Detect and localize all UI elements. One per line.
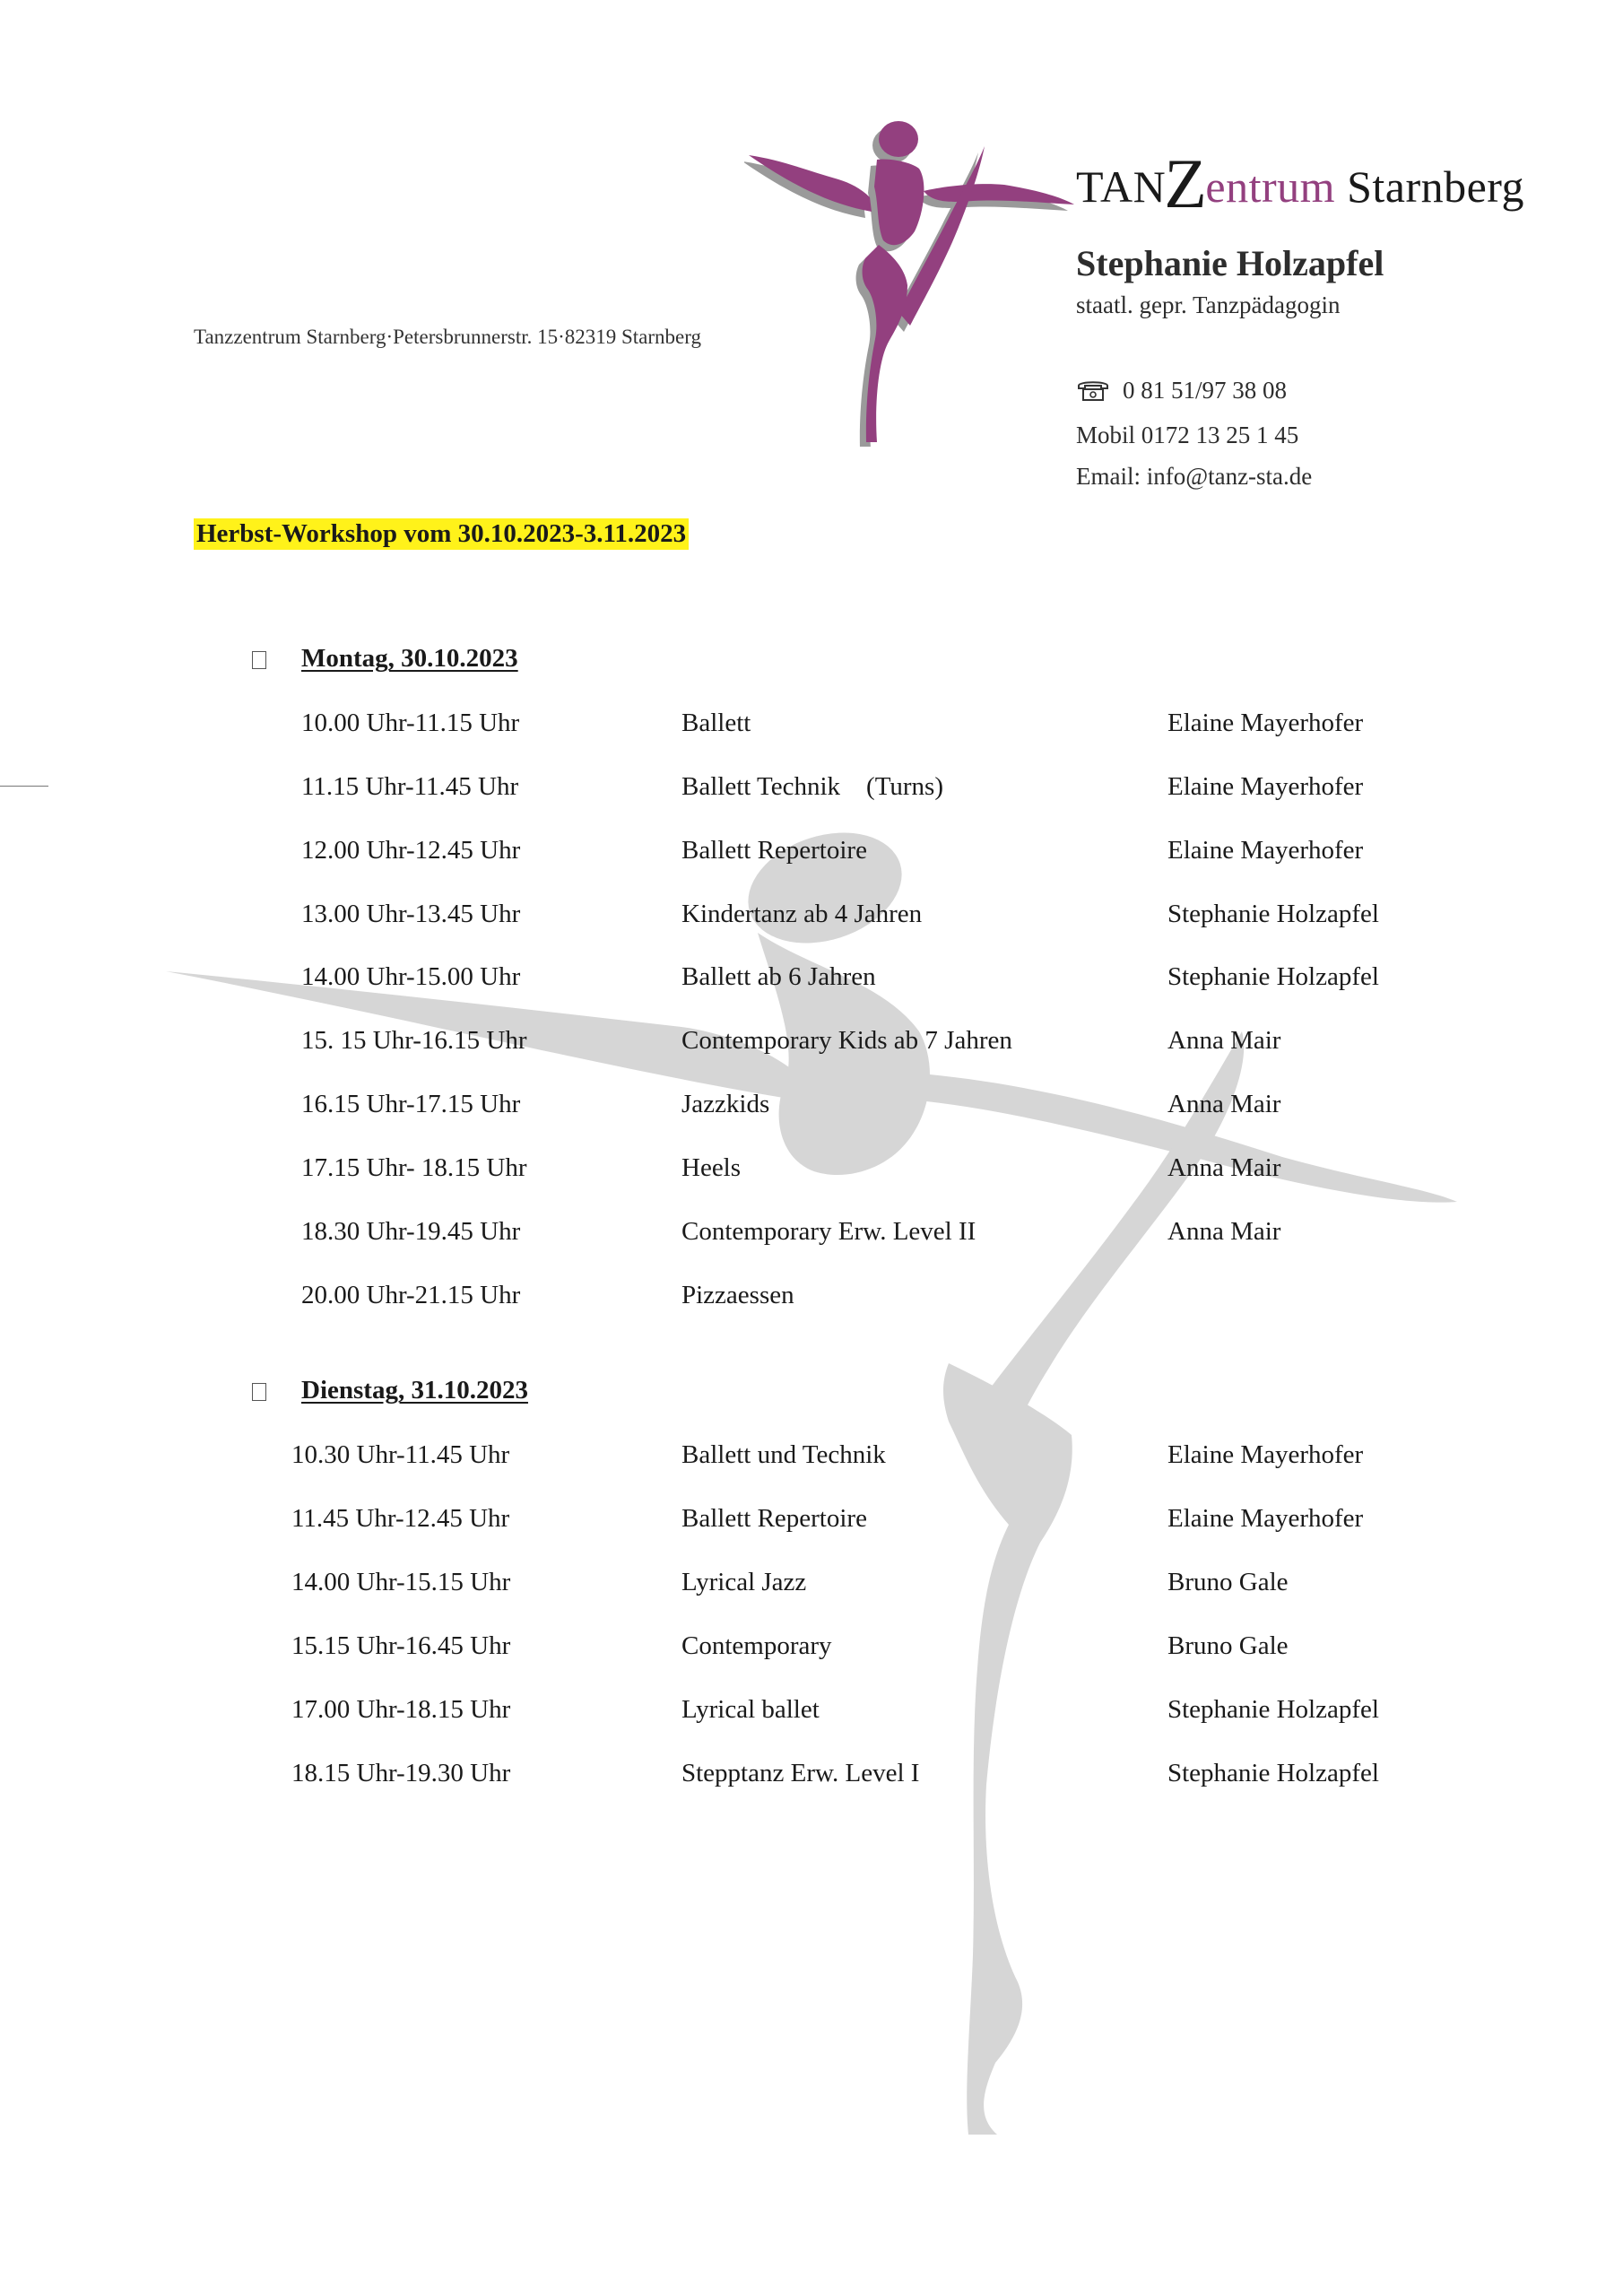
time-cell: 14.00 Uhr-15.00 Uhr bbox=[301, 962, 521, 991]
teacher-cell: Bruno Gale bbox=[1167, 1631, 1289, 1660]
time-cell: 11.15 Uhr-11.45 Uhr bbox=[301, 772, 519, 801]
time-cell: 13.00 Uhr-13.45 Uhr bbox=[301, 900, 521, 928]
course-cell: Ballett Repertoire bbox=[681, 1504, 867, 1533]
time-cell: 12.00 Uhr-12.45 Uhr bbox=[301, 836, 521, 865]
teacher-cell: Stephanie Holzapfel bbox=[1167, 1695, 1379, 1724]
time-cell: 20.00 Uhr-21.15 Uhr bbox=[301, 1281, 521, 1309]
contact-phone bbox=[1076, 377, 1287, 404]
brand-prefix: TAN bbox=[1076, 161, 1167, 212]
contact-mobile: Mobil 0172 13 25 1 45 bbox=[1076, 422, 1299, 448]
day-heading-montag: Montag, 30.10.2023 bbox=[301, 644, 518, 673]
brand-wordmark bbox=[1076, 144, 1524, 224]
owner-name: Stephanie Holzapfel bbox=[1076, 243, 1384, 283]
workshop-headline: Herbst-Workshop vom 30.10.2023-3.11.2023 bbox=[194, 518, 689, 550]
brand-suffix: entrum bbox=[1205, 161, 1336, 212]
teacher-cell: Elaine Mayerhofer bbox=[1167, 836, 1364, 865]
bullet-box-icon bbox=[252, 651, 266, 669]
course-cell: Ballett ab 6 Jahren bbox=[681, 962, 876, 991]
time-cell: 15. 15 Uhr-16.15 Uhr bbox=[301, 1026, 527, 1055]
brand-city: Starnberg bbox=[1347, 161, 1525, 212]
teacher-cell: Stephanie Holzapfel bbox=[1167, 900, 1379, 928]
course-cell: Lyrical ballet bbox=[681, 1695, 820, 1724]
time-cell: 17.15 Uhr- 18.15 Uhr bbox=[301, 1153, 527, 1182]
teacher-cell: Elaine Mayerhofer bbox=[1167, 709, 1364, 737]
teacher-cell: Anna Mair bbox=[1167, 1217, 1281, 1246]
course-cell: Ballett und Technik bbox=[681, 1440, 886, 1469]
brand-z: Z bbox=[1164, 144, 1208, 222]
course-cell: Contemporary Kids ab 7 Jahren bbox=[681, 1026, 1012, 1055]
time-cell: 18.30 Uhr-19.45 Uhr bbox=[301, 1217, 521, 1246]
course-cell: Stepptanz Erw. Level I bbox=[681, 1759, 920, 1787]
fold-mark bbox=[0, 786, 48, 787]
logo-figure-main bbox=[749, 121, 1074, 442]
time-cell: 16.15 Uhr-17.15 Uhr bbox=[301, 1090, 521, 1118]
course-cell: Ballett bbox=[681, 709, 751, 737]
time-cell: 11.45 Uhr-12.45 Uhr bbox=[291, 1504, 510, 1533]
teacher-cell: Anna Mair bbox=[1167, 1153, 1281, 1182]
course-cell: Contemporary Erw. Level II bbox=[681, 1217, 976, 1246]
teacher-cell: Anna Mair bbox=[1167, 1026, 1281, 1055]
course-cell: Ballett Repertoire bbox=[681, 836, 867, 865]
course-cell: Kindertanz ab 4 Jahren bbox=[681, 900, 923, 928]
course-cell-pizzaessen: Pizzaessen bbox=[681, 1281, 794, 1309]
teacher-cell: Stephanie Holzapfel bbox=[1167, 962, 1379, 991]
course-cell: Lyrical Jazz bbox=[681, 1568, 807, 1596]
time-cell: 10.30 Uhr-11.45 Uhr bbox=[291, 1440, 510, 1469]
sender-address: Tanzzentrum Starnberg·Petersbrunnerstr. 15·82319 Starnberg bbox=[194, 326, 702, 348]
phone-number: 0 81 51/97 38 08 bbox=[1123, 377, 1288, 404]
time-cell: 15.15 Uhr-16.45 Uhr bbox=[291, 1631, 511, 1660]
teacher-cell: Elaine Mayerhofer bbox=[1167, 1504, 1364, 1533]
teacher-cell: Bruno Gale bbox=[1167, 1568, 1289, 1596]
contact-email: Email: info@tanz-sta.de bbox=[1076, 463, 1313, 490]
dancer-logo bbox=[744, 106, 1076, 447]
course-cell: Contemporary bbox=[681, 1631, 832, 1660]
course-cell: Jazzkids bbox=[681, 1090, 770, 1118]
course-cell: Ballett Technik (Turns) bbox=[681, 772, 943, 801]
time-cell: 18.15 Uhr-19.30 Uhr bbox=[291, 1759, 511, 1787]
time-cell: 14.00 Uhr-15.15 Uhr bbox=[291, 1568, 511, 1596]
teacher-cell: Elaine Mayerhofer bbox=[1167, 772, 1364, 801]
teacher-cell: Anna Mair bbox=[1167, 1090, 1281, 1118]
teacher-cell: Stephanie Holzapfel bbox=[1167, 1759, 1379, 1787]
telephone-icon bbox=[1076, 378, 1110, 402]
course-cell: Heels bbox=[681, 1153, 742, 1182]
day-heading-dienstag: Dienstag, 31.10.2023 bbox=[301, 1376, 528, 1405]
owner-title: staatl. gepr. Tanzpädagogin bbox=[1076, 291, 1341, 318]
time-cell: 17.00 Uhr-18.15 Uhr bbox=[291, 1695, 511, 1724]
bullet-box-icon bbox=[252, 1383, 266, 1401]
teacher-cell: Elaine Mayerhofer bbox=[1167, 1440, 1364, 1469]
time-cell: 10.00 Uhr-11.15 Uhr bbox=[301, 709, 520, 737]
